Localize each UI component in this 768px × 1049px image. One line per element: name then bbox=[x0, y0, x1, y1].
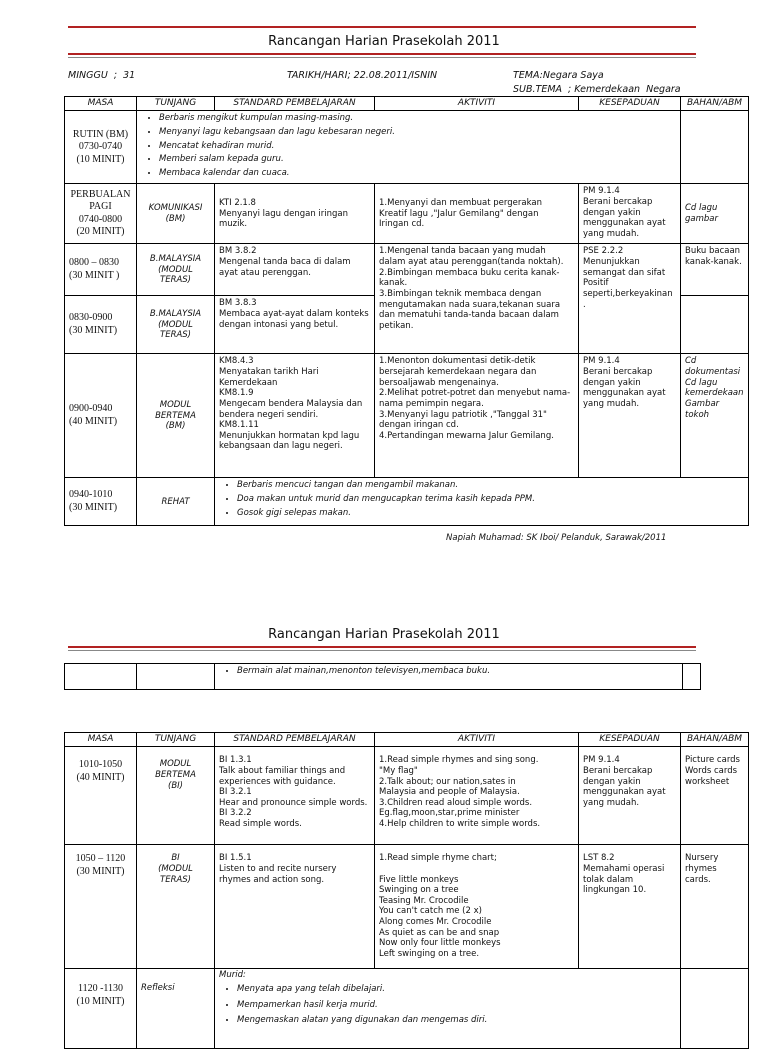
list-item: • Gosok gigi selepas makan. bbox=[237, 508, 744, 519]
header-tunjang: TUNJANG bbox=[137, 733, 215, 747]
header-kesepaduan: KESEPADUAN bbox=[579, 733, 681, 747]
page1-footer: Napiah Muhamad: SK Iboi/ Pelanduk, Sarawak/2011 bbox=[446, 533, 667, 543]
schedule-table-1 bbox=[64, 96, 749, 526]
list-item: • Mempamerkan hasil kerja murid. bbox=[237, 1000, 676, 1011]
title-rule-1 bbox=[68, 53, 696, 55]
list-item: • Doa makan untuk murid dan mengucapkan terima kasih kepada PPM. bbox=[237, 494, 744, 505]
bahan-bi1: Picture cards Words cards worksheet bbox=[681, 747, 749, 845]
table-row-bi2 bbox=[65, 845, 749, 969]
header-masa: MASA bbox=[65, 733, 137, 747]
list-item: • Memberi salam kepada guru. bbox=[159, 154, 676, 165]
bahan-refleksi bbox=[681, 969, 749, 1049]
table-header-row bbox=[65, 97, 749, 111]
header-bahan: BAHAN/ABM bbox=[681, 733, 749, 747]
tunjang-perbualan: KOMUNIKASI (BM) bbox=[137, 184, 215, 244]
table-row-refleksi bbox=[65, 969, 749, 1049]
schedule-table-2 bbox=[64, 732, 749, 1049]
refleksi-label: Murid: bbox=[219, 970, 246, 981]
header-standard: STANDARD PEMBELAJARAN bbox=[215, 733, 375, 747]
top-rule-1 bbox=[68, 26, 696, 28]
masa-bi1: 1010-1050 (40 MINIT) bbox=[65, 747, 137, 845]
masa-rutin: RUTIN (BM) 0730-0740 (10 MINIT) bbox=[65, 111, 137, 184]
kesepaduan-modul: PM 9.1.4 Berani bercakap dengan yakin menggunakan ayat yang mudah. bbox=[579, 354, 681, 478]
table-row-rutin bbox=[65, 111, 749, 184]
standard-modul: KM8.4.3 Menyatakan tarikh Hari Kemerdekaan KM8.1.9 Mengecam bendera Malaysia dan bendera negeri sendiri. KM8.1.11 Menunjukkan hormatan kpd lagu kebangsaan dan lagu negeri. bbox=[215, 354, 375, 478]
title-rule-2 bbox=[68, 646, 696, 648]
tunjang-rehat: REHAT bbox=[137, 478, 215, 526]
aktiviti-bi1: 1.Read simple rhymes and sing song. "My flag" 2.Talk about; our nation,sates in Malaysia and people of Malaysia. 3.Children read aloud simple words. Eg.flag,moon,star,prime minister 4.Help children to write simple words. bbox=[375, 747, 579, 845]
bahan-bm2 bbox=[681, 296, 749, 354]
list-item: • Berbaris mengikut kumpulan masing-masing. bbox=[159, 113, 676, 124]
table-row-modul bbox=[65, 354, 749, 478]
kesepaduan-bi1: PM 9.1.4 Berani bercakap dengan yakin menggunakan ayat yang mudah. bbox=[579, 747, 681, 845]
empty-cell bbox=[683, 664, 701, 690]
rutin-activities bbox=[137, 111, 681, 184]
table-row-bi1 bbox=[65, 747, 749, 845]
aktiviti-bm: 1.Mengenal tanda bacaan yang mudah dalam ayat atau perenggan(tanda noktah). 2.Bimbingan membaca buku cerita kanak- kanak. 3.Bimbingan teknik membaca dengan mengutamakan nada suara,tekanan suara dan mematuhi tanda-tanda bacaan dalam petikan. bbox=[375, 244, 579, 354]
kesepaduan-bm: PSE 2.2.2 Menunjukkan semangat dan sifat Positif seperti,berkeyakinan . bbox=[579, 244, 681, 354]
tunjang-bi2: BI (MODUL TERAS) bbox=[137, 845, 215, 969]
carryover-activities bbox=[215, 664, 683, 690]
list-item: • Berbaris mencuci tangan dan mengambil makanan. bbox=[237, 480, 744, 491]
header-standard: STANDARD PEMBELAJARAN bbox=[215, 97, 375, 111]
table-row-bm1 bbox=[65, 244, 749, 296]
list-item: • Menyanyi lagu kebangsaan dan lagu kebesaran negeri. bbox=[159, 127, 676, 138]
bahan-perbualan: Cd lagu gambar bbox=[681, 184, 749, 244]
header-masa: MASA bbox=[65, 97, 137, 111]
empty-cell bbox=[65, 664, 137, 690]
rehat-activities bbox=[215, 478, 749, 526]
bahan-bi2: Nursery rhymes cards. bbox=[681, 845, 749, 969]
header-bahan: BAHAN/ABM bbox=[681, 97, 749, 111]
kesepaduan-perbualan: PM 9.1.4 Berani bercakap dengan yakin menggunakan ayat yang mudah. bbox=[579, 184, 681, 244]
empty-cell bbox=[137, 664, 215, 690]
kesepaduan-bi2: LST 8.2 Memahami operasi tolak dalam lingkungan 10. bbox=[579, 845, 681, 969]
table-row-perbualan bbox=[65, 184, 749, 244]
list-item: • Bermain alat mainan,menonton televisyen,membaca buku. bbox=[237, 666, 678, 677]
tunjang-modul: MODUL BERTEMA (BM) bbox=[137, 354, 215, 478]
aktiviti-perbualan: 1.Menyanyi dan membuat pergerakan Kreatif lagu ,"Jalur Gemilang" dengan Iringan cd. bbox=[375, 184, 579, 244]
header-kesepaduan: KESEPADUAN bbox=[579, 97, 681, 111]
masa-bm2: 0830-0900 (30 MINIT) bbox=[65, 296, 137, 354]
aktiviti-modul: 1.Menonton dokumentasi detik-detik bersejarah kemerdekaan negara dan bersoaljawab mengenainya. 2.Melihat potret-potret dan menyebut nama- nama pemimpin negara. 3.Menyanyi lagu patriotik ,"Tanggal 31" dengan iringan cd. 4.Pertandingan mewarna Jalur Gemilang. bbox=[375, 354, 579, 478]
list-item: • Mencatat kehadiran murid. bbox=[159, 141, 676, 152]
standard-bm2: BM 3.8.3 Membaca ayat-ayat dalam konteks dengan intonasi yang betul. bbox=[215, 296, 375, 354]
minggu-label: MINGGU ; 31 bbox=[68, 70, 136, 81]
masa-rehat: 0940-1010 (30 MINIT) bbox=[65, 478, 137, 526]
title-rule-1b bbox=[68, 57, 696, 58]
table-row-rehat bbox=[65, 478, 749, 526]
masa-bm1: 0800 – 0830 (30 MINIT ) bbox=[65, 244, 137, 296]
table-row-carryover bbox=[65, 664, 701, 690]
bahan-bm1: Buku bacaan kanak-kanak. bbox=[681, 244, 749, 296]
header-aktiviti: AKTIVITI bbox=[375, 97, 579, 111]
refleksi-activities bbox=[215, 969, 681, 1049]
aktiviti-bi2: 1.Read simple rhyme chart; Five little monkeys Swinging on a tree Teasing Mr. Crocodile You can't catch me (2 x) Along comes Mr. Crocodile As quiet as can be and snap Now only four little monkeys Left swinging on a tree. bbox=[375, 845, 579, 969]
list-item: • Mengemaskan alatan yang digunakan dan mengemas diri. bbox=[237, 1015, 676, 1026]
tunjang-bm1: B.MALAYSIA (MODUL TERAS) bbox=[137, 244, 215, 296]
bahan-modul: Cd dokumentasi Cd lagu kemerdekaan Gambar tokoh bbox=[681, 354, 749, 478]
standard-bi1: BI 1.3.1 Talk about familiar things and experiences with guidance. BI 3.2.1 Hear and pronounce simple words. BI 3.2.2 Read simple words. bbox=[215, 747, 375, 845]
list-item: • Membaca kalendar dan cuaca. bbox=[159, 168, 676, 179]
carryover-table bbox=[64, 663, 701, 690]
page2-title: Rancangan Harian Prasekolah 2011 bbox=[268, 627, 500, 642]
masa-bi2: 1050 – 1120 (30 MINIT) bbox=[65, 845, 137, 969]
subtema-label: SUB.TEMA ; Kemerdekaan Negara bbox=[513, 84, 681, 95]
header-tunjang: TUNJANG bbox=[137, 97, 215, 111]
masa-refleksi: 1120 -1130 (10 MINIT) bbox=[65, 969, 137, 1049]
header-aktiviti: AKTIVITI bbox=[375, 733, 579, 747]
masa-perbualan: PERBUALAN PAGI 0740-0800 (20 MINIT) bbox=[65, 184, 137, 244]
tunjang-bm2: B.MALAYSIA (MODUL TERAS) bbox=[137, 296, 215, 354]
standard-bm1: BM 3.8.2 Mengenal tanda baca di dalam ayat atau perenggan. bbox=[215, 244, 375, 296]
masa-modul: 0900-0940 (40 MINIT) bbox=[65, 354, 137, 478]
tunjang-bi1: MODUL BERTEMA (BI) bbox=[137, 747, 215, 845]
title-rule-2b bbox=[68, 650, 696, 651]
table-header-row bbox=[65, 733, 749, 747]
tarikh-label: TARIKH/HARI; 22.08.2011/ISNIN bbox=[287, 70, 438, 81]
list-item: • Menyata apa yang telah dibelajari. bbox=[237, 984, 676, 995]
standard-bi2: BI 1.5.1 Listen to and recite nursery rhymes and action song. bbox=[215, 845, 375, 969]
bahan-rutin bbox=[681, 111, 749, 184]
page1-title: Rancangan Harian Prasekolah 2011 bbox=[268, 34, 500, 49]
tema-label: TEMA:Negara Saya bbox=[513, 70, 604, 81]
standard-perbualan: KTI 2.1.8 Menyanyi lagu dengan iringan muzik. bbox=[215, 184, 375, 244]
tunjang-refleksi: Refleksi bbox=[137, 969, 215, 1049]
